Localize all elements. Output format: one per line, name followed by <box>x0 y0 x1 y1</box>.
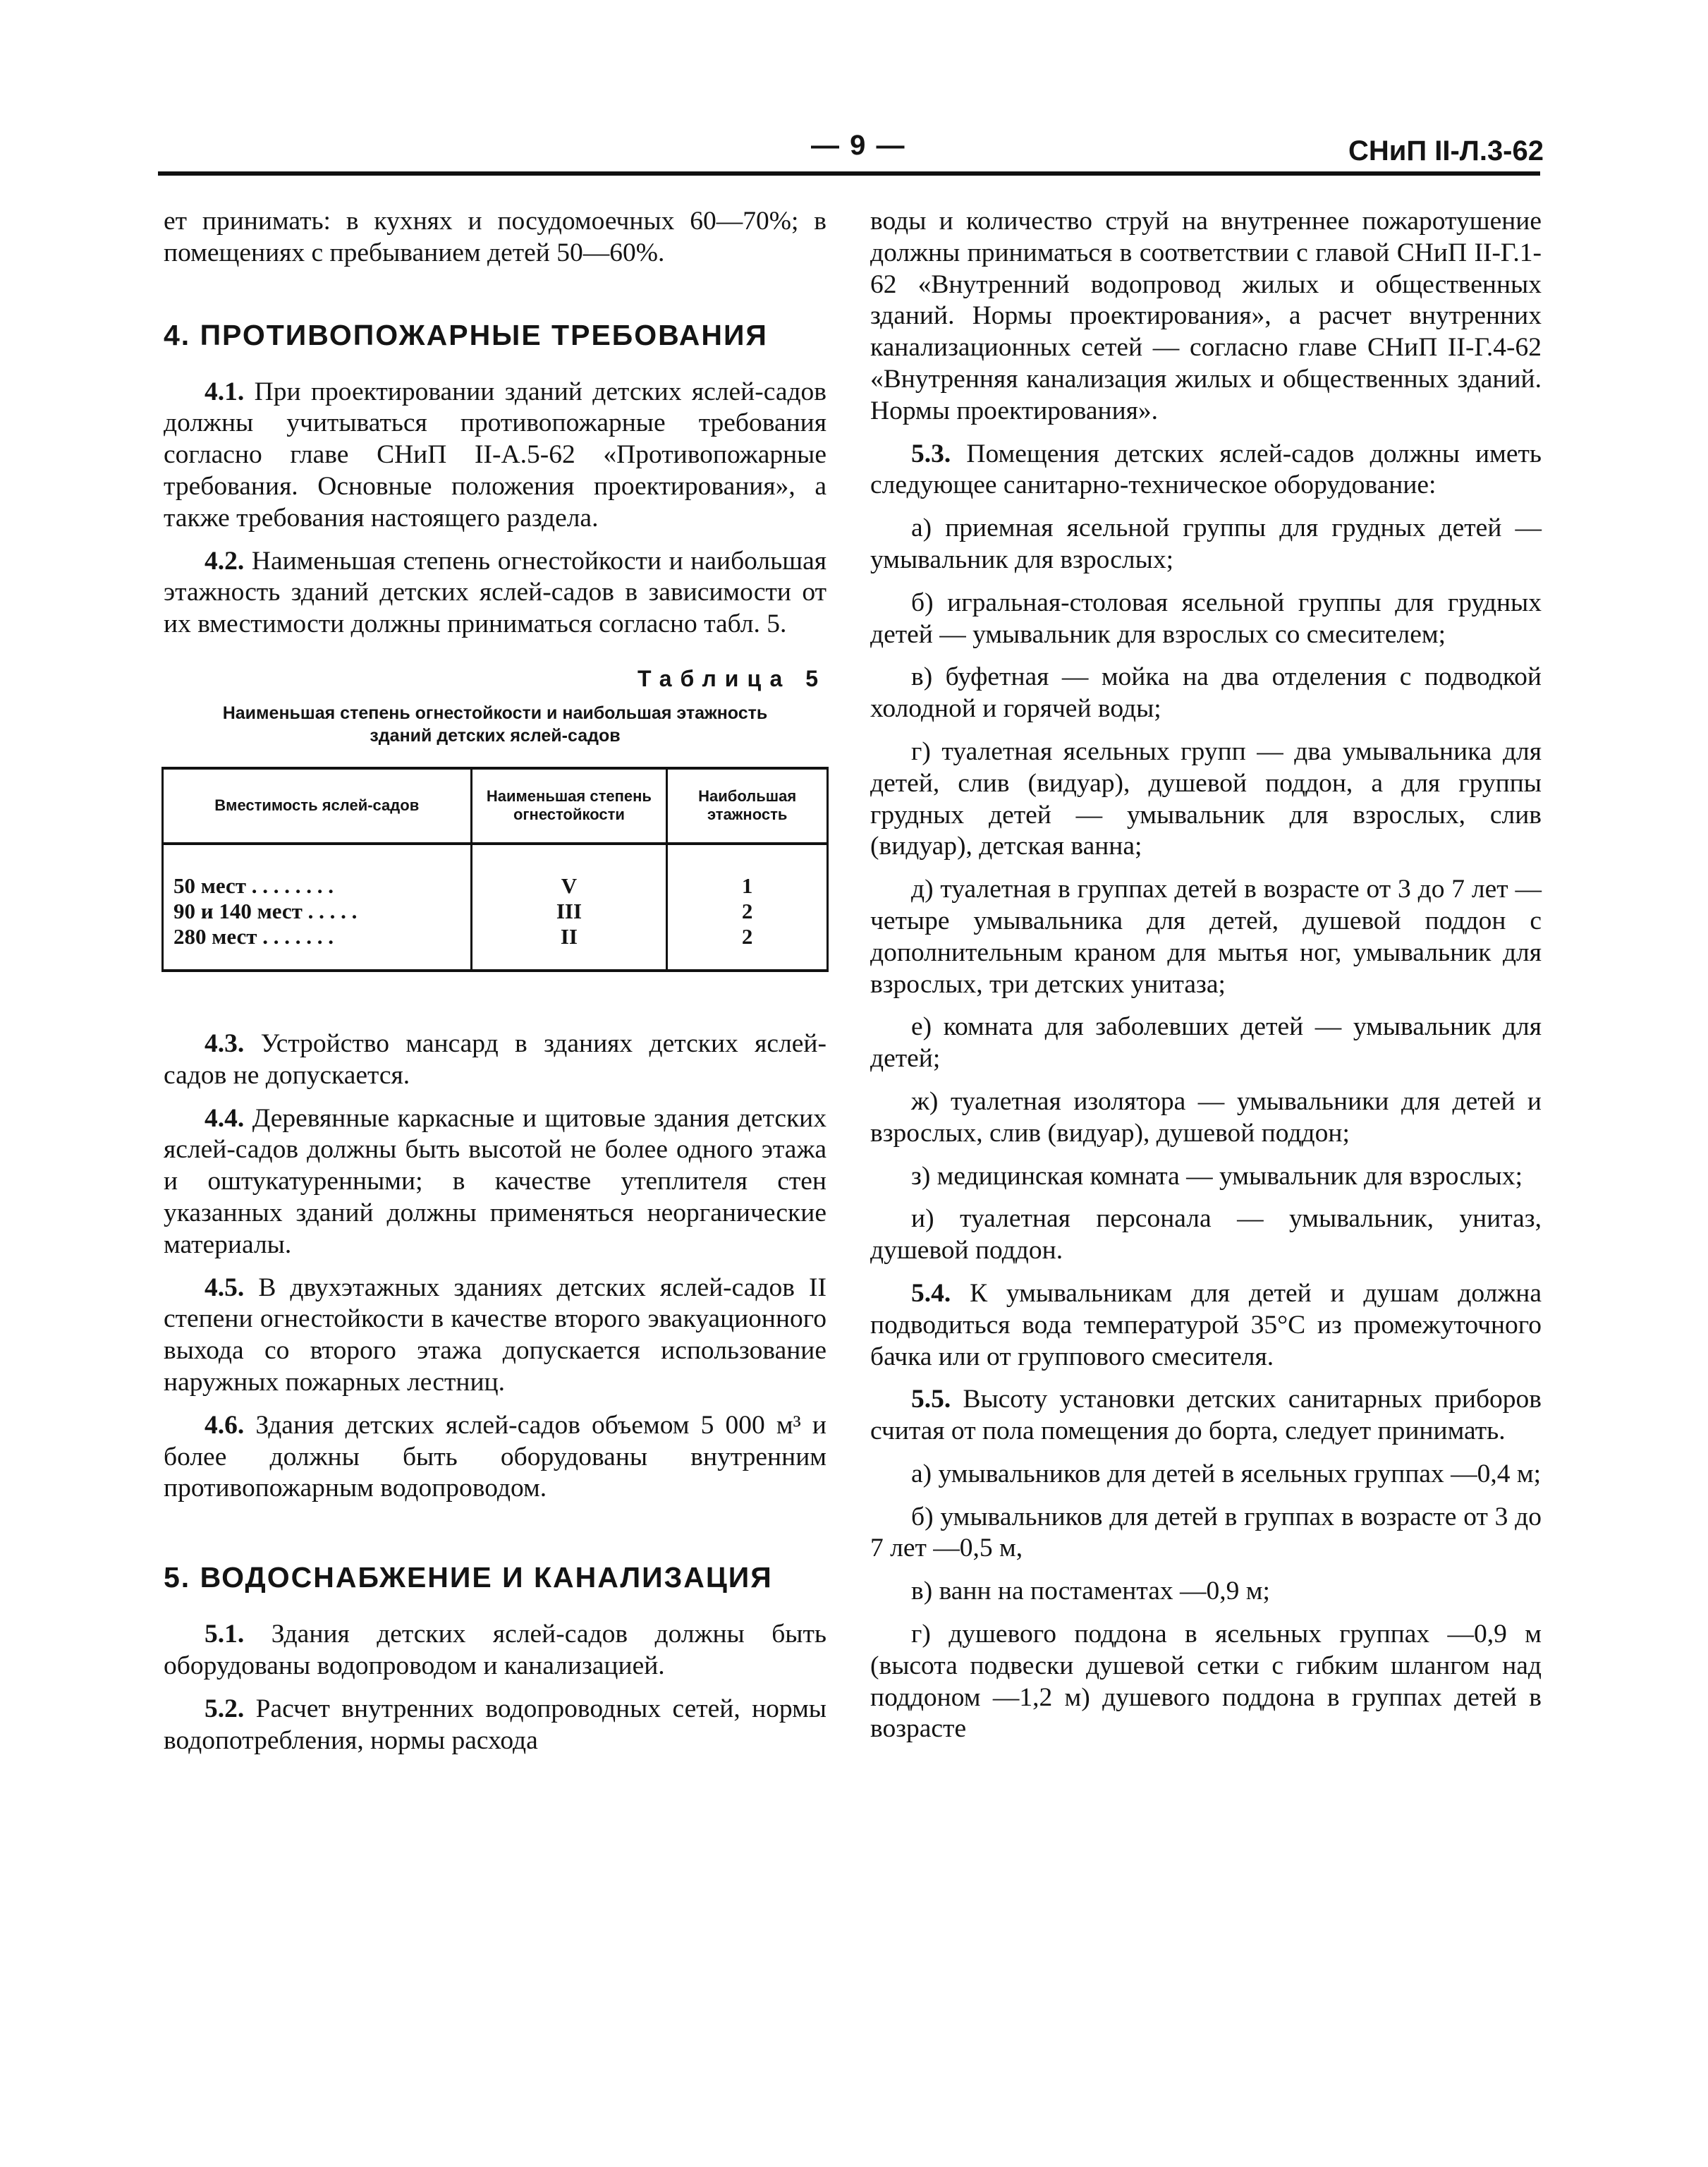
fire-resistance-cells <box>471 844 667 971</box>
column-header-capacity: Вместимость яслей-садов <box>163 768 472 844</box>
table-caption: Наименьшая степень огнестойкости и наибольшая этажность зданий детских яслей-садов <box>222 703 768 746</box>
list-item: б) умывальников для детей в группах в возрасте от 3 до 7 лет —0,5 м, <box>870 1502 1542 1563</box>
paragraph-text: Здания детских яслей-садов объемом 5 000 м³ и более должны быть оборудованы внутренним противопожарным водопроводом. <box>164 1410 826 1503</box>
column-header-fire-resistance: Наименьшая степень огнестойкости <box>471 768 667 844</box>
list-item: а) приемная ясельной группы для грудных детей — умывальник для взрослых; <box>870 514 1542 574</box>
paragraph-4-5 <box>164 1273 826 1399</box>
clause-number: 5.5. <box>911 1385 951 1414</box>
paragraph-4-2 <box>164 546 826 641</box>
paragraph-5-3 <box>870 439 1542 502</box>
table-cell: 1 <box>741 873 753 898</box>
fire-resistance-table <box>161 767 829 972</box>
paragraph-5-1 <box>164 1619 826 1682</box>
right-column <box>870 206 1542 1745</box>
table-cell: III <box>556 898 582 923</box>
table-label: Таблица 5 <box>637 665 826 691</box>
paragraph-5-5 <box>870 1384 1542 1447</box>
floors-cells <box>667 844 828 971</box>
document-code: СНиП II-Л.3-62 <box>1348 135 1544 166</box>
clause-number: 4.4. <box>205 1103 245 1133</box>
list-item: е) комната для заболевших детей — умывальник для детей; <box>870 1012 1542 1074</box>
list-item: и) туалетная персонала — умывальник, унитаз, душевой поддон. <box>870 1204 1542 1265</box>
paragraph-4-4 <box>164 1103 826 1261</box>
table-cell: 50 мест . . . . . . . . <box>173 873 334 898</box>
table-cell: 90 и 140 мест . . . . . <box>173 898 358 923</box>
header-rule <box>158 171 1540 176</box>
capacity-cells <box>163 844 472 971</box>
paragraph-text: В двухэтажных зданиях детских яслей-садов II степени огнестойкости в качестве второго эвакуационного выхода со второго этажа допускается использование наружных пожарных лестниц. <box>164 1273 826 1397</box>
paragraph-5-2 <box>164 1694 826 1757</box>
paragraph-text: Расчет внутренних водопроводных сетей, нормы водопотребления, нормы расхода <box>164 1694 826 1755</box>
paragraph-text: Деревянные каркасные и щитовые здания детских яслей-садов должны быть высотой не более одного этажа и оштукатуренными; в качестве утеплителя стен указанных зданий должны применяться неорганические материалы. <box>164 1103 826 1259</box>
table-cell: V <box>561 873 578 898</box>
paragraph-4-3 <box>164 1028 826 1092</box>
clause-number: 4.1. <box>205 377 245 406</box>
paragraph-5-4 <box>870 1278 1542 1373</box>
list-item: з) медицинская комната — умывальник для взрослых; <box>911 1161 1523 1191</box>
paragraph-text: При проектировании зданий детских яслей-садов должны учитываться противопожарные требования согласно главе СНиП II-А.5-62 «Противопожарные требования. Основные положения проектирования», а также требования настоящего раздела. <box>164 377 826 533</box>
paragraph-text: Помещения детских яслей-садов должны иметь следующее санитарно-техническое оборудование: <box>870 439 1542 500</box>
list-item: б) игральная-столовая ясельной группы для грудных детей — умывальник для взрослых со смесителем; <box>870 588 1542 649</box>
table-cell: II <box>560 923 578 949</box>
clause-number: 5.4. <box>911 1278 951 1308</box>
left-column <box>164 206 826 1756</box>
table-cell: 2 <box>741 898 753 923</box>
clause-number: 5.2. <box>205 1694 245 1723</box>
clause-number: 4.5. <box>205 1273 245 1302</box>
clause-number: 5.1. <box>205 1620 245 1649</box>
list-item: д) туалетная в группах детей в возрасте от 3 до 7 лет — четыре умывальника для детей, душевой поддон с дополнительным краном для мытья ног, умывальник для взрослых, три детских унитаза; <box>870 875 1542 999</box>
paragraph-text: Устройство мансард в зданиях детских яслей-садов не допускается. <box>164 1028 826 1090</box>
section-5-heading: 5. ВОДОСНАБЖЕНИЕ И КАНАЛИЗАЦИЯ <box>164 1561 773 1594</box>
clause-number: 4.3. <box>205 1028 245 1058</box>
paragraph-text: Наименьшая степень огнестойкости и наибольшая этажность зданий детских яслей-садов в зависимости от их вместимости должны приниматься согласно табл. 5. <box>164 546 826 639</box>
list-item: в) ванн на постаментах —0,9 м; <box>911 1577 1270 1606</box>
table-row <box>163 844 828 971</box>
list-item: г) душевого поддона в ясельных группах —0,9 м (высота подвески душевой сетки с гибким шлангом над поддоном —1,2 м) душевого поддона в группах детей в возрасте <box>870 1620 1542 1744</box>
list-item: в) буфетная — мойка на два отделения с подводкой холодной и горячей воды; <box>870 662 1542 724</box>
paragraph-text: Здания детских яслей-садов должны быть оборудованы водопроводом и канализацией. <box>164 1620 826 1680</box>
section-4-heading: 4. ПРОТИВОПОЖАРНЫЕ ТРЕБОВАНИЯ <box>164 318 768 351</box>
clause-number: 5.3. <box>911 439 951 468</box>
list-item: г) туалетная ясельных групп — два умывальника для детей, слив (видуар), душевой поддон, а для группы грудных детей — умывальник для взрослых, слив (видуар), детская ванна; <box>870 736 1542 861</box>
list-item: ж) туалетная изолятора — умывальники для детей и взрослых, слив (видуар), душевой поддон; <box>870 1086 1542 1148</box>
page-number: — 9 — <box>811 130 906 161</box>
clause-number: 4.2. <box>205 546 245 576</box>
paragraph-text: К умывальникам для детей и душам должна подводиться вода температурой 35°C из промежуточного бачка или от группового смесителя. <box>870 1278 1542 1371</box>
paragraph-4-6 <box>164 1410 826 1505</box>
clause-number: 4.6. <box>205 1410 245 1440</box>
table-header-row <box>163 768 828 844</box>
paragraph-4-1 <box>164 377 826 535</box>
list-item: а) умывальников для детей в ясельных группах —0,4 м; <box>911 1459 1542 1488</box>
column-header-floors: Наибольшая этажность <box>667 768 828 844</box>
paragraph-continuation: ет принимать: в кухнях и посудомоечных 60—70%; в помещениях с пребыванием детей 50—60%. <box>164 207 826 267</box>
table-cell: 2 <box>741 923 753 949</box>
paragraph-continuation: воды и количество струй на внутреннее пожаротушение должны приниматься в соответствии с главой СНиП II-Г.1-62 «Внутренний водопровод жилых и общественных зданий. Нормы проектирования», а расчет внутренних канализационных сетей — согласно главе СНиП II-Г.4-62 «Внутренняя канализация жилых и общественных зданий. Нормы проектирования». <box>870 207 1542 425</box>
paragraph-text: Высоту установки детских санитарных приборов считая от пола помещения до борта, следует принимать. <box>870 1385 1542 1446</box>
table-cell: 280 мест . . . . . . . <box>173 923 334 949</box>
